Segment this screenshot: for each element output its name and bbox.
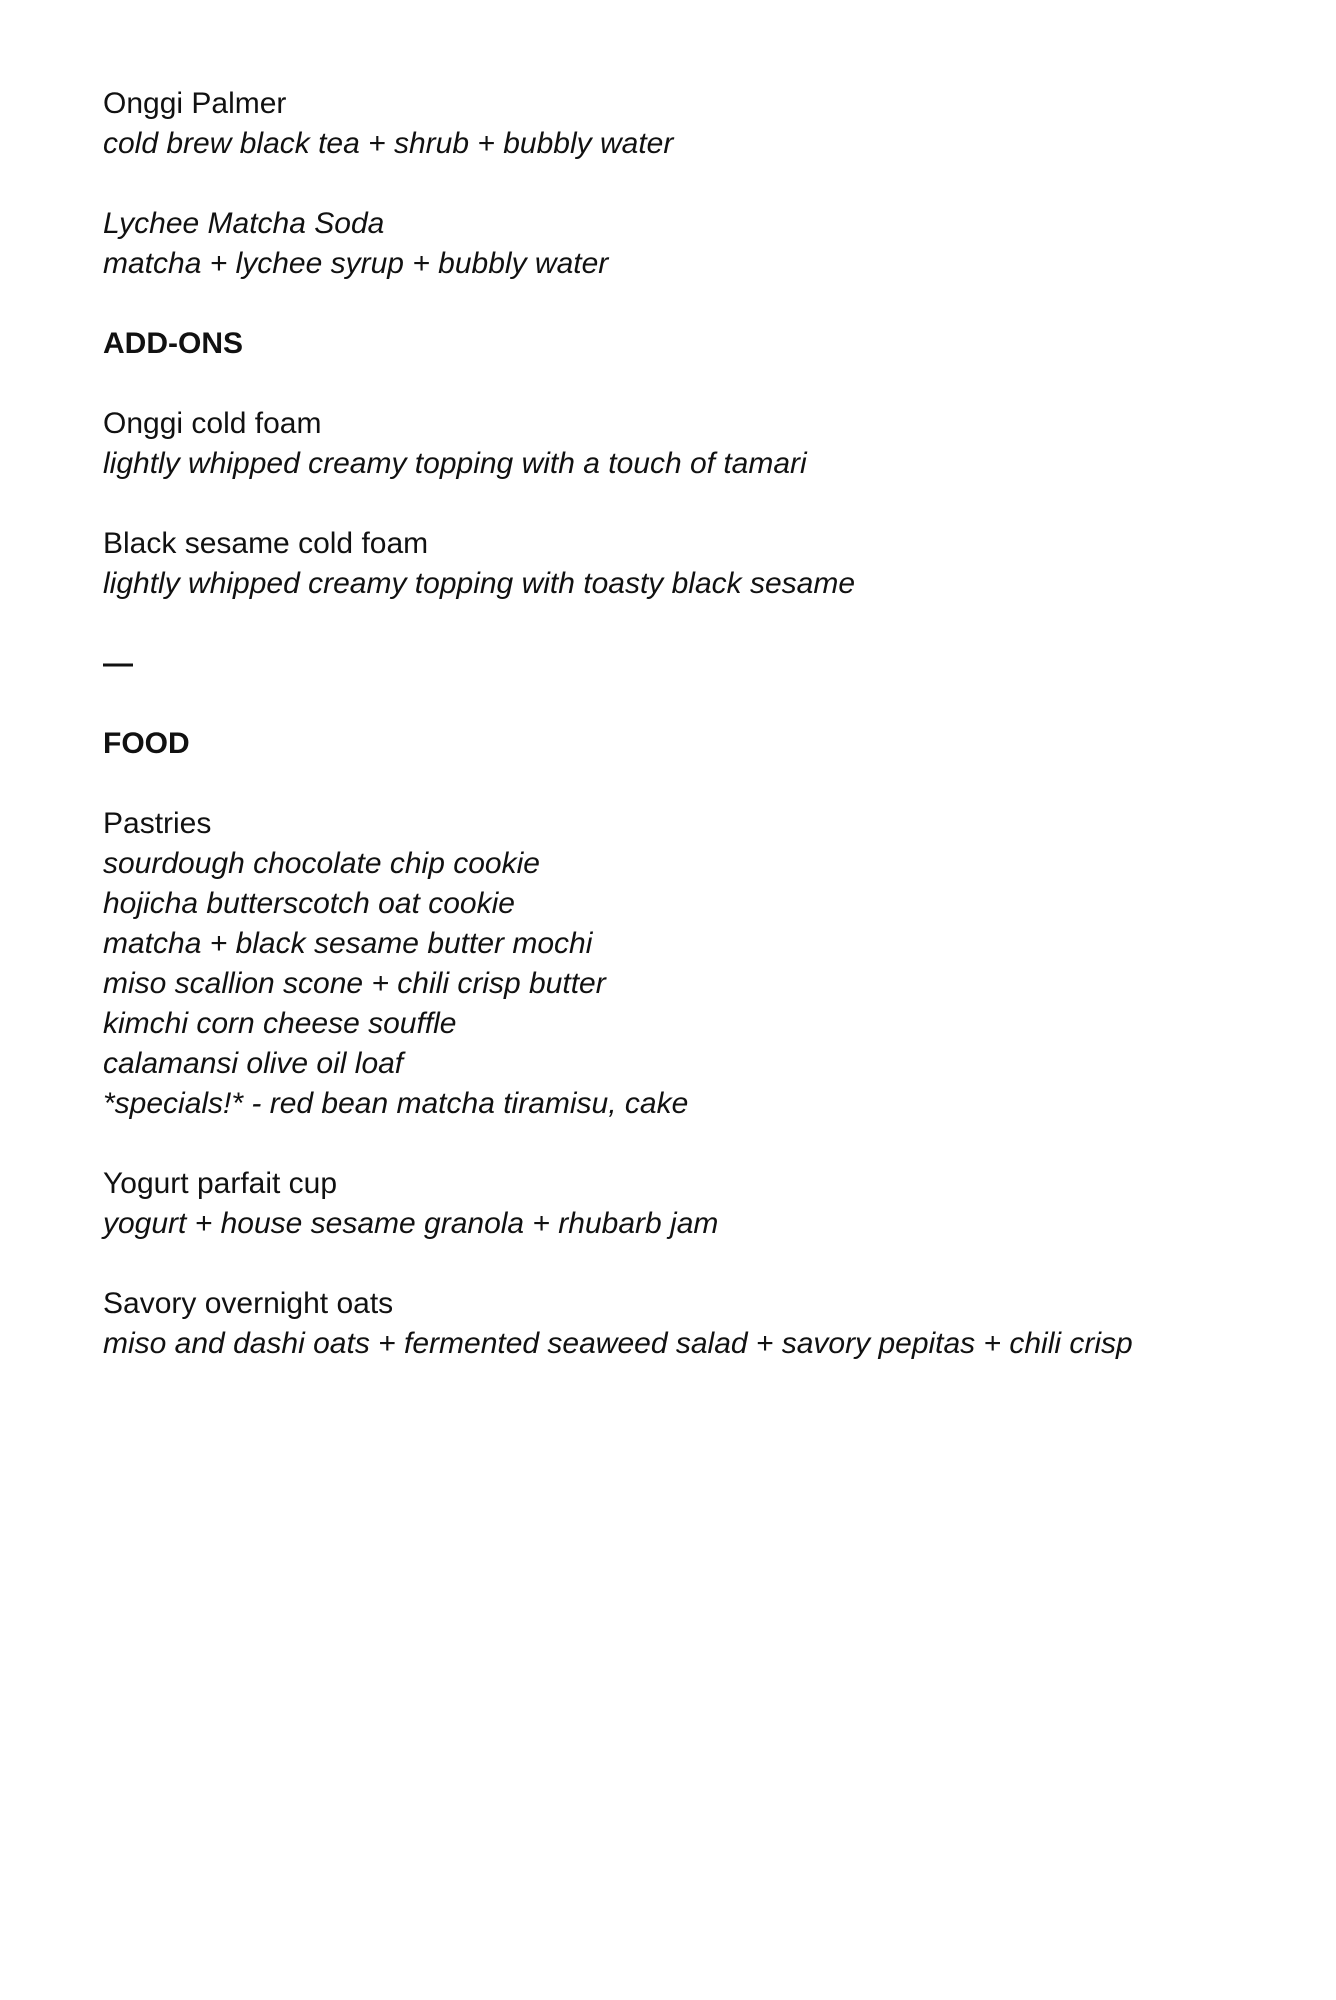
food-item-yogurt-parfait bbox=[103, 1164, 1253, 1244]
spacer bbox=[103, 604, 1253, 644]
spacer bbox=[103, 1244, 1253, 1284]
pastry-list-item: sourdough chocolate chip cookie bbox=[103, 847, 540, 880]
food-description: yogurt + house sesame granola + rhubarb jam bbox=[103, 1207, 719, 1240]
food-item-savory-oats bbox=[103, 1284, 1253, 1364]
spacer bbox=[103, 484, 1253, 524]
pastry-list-item: *specials!* - red bean matcha tiramisu, cake bbox=[103, 1087, 689, 1120]
food-item-pastries bbox=[103, 804, 1253, 1124]
food-name: Savory overnight oats bbox=[103, 1287, 394, 1320]
drink-item-onggi-palmer bbox=[103, 84, 1253, 164]
menu-document bbox=[103, 84, 1253, 1364]
drink-description: matcha + lychee syrup + bubbly water bbox=[103, 247, 609, 280]
drink-description: cold brew black tea + shrub + bubbly water bbox=[103, 127, 674, 160]
food-description: miso and dashi oats + fermented seaweed salad + savory pepitas + chili crisp bbox=[103, 1327, 1133, 1360]
drink-item-lychee-matcha-soda bbox=[103, 204, 1253, 284]
section-divider: — bbox=[103, 647, 133, 680]
addon-name: Onggi cold foam bbox=[103, 407, 322, 440]
addon-item-onggi-cold-foam bbox=[103, 404, 1253, 484]
spacer bbox=[103, 764, 1253, 804]
pastry-list-item: miso scallion scone + chili crisp butter bbox=[103, 967, 606, 1000]
spacer bbox=[103, 364, 1253, 404]
food-name: Yogurt parfait cup bbox=[103, 1167, 338, 1200]
spacer bbox=[103, 284, 1253, 324]
spacer bbox=[103, 684, 1253, 724]
addon-name: Black sesame cold foam bbox=[103, 527, 429, 560]
pastry-list-item: hojicha butterscotch oat cookie bbox=[103, 887, 515, 920]
pastry-list-item: kimchi corn cheese souffle bbox=[103, 1007, 457, 1040]
food-name: Pastries bbox=[103, 807, 212, 840]
spacer bbox=[103, 164, 1253, 204]
addon-description: lightly whipped creamy topping with a touch of tamari bbox=[103, 447, 807, 480]
drink-name: Lychee Matcha Soda bbox=[103, 207, 385, 240]
addon-description: lightly whipped creamy topping with toasty black sesame bbox=[103, 567, 856, 600]
food-heading: FOOD bbox=[103, 727, 190, 760]
pastry-list-item: calamansi olive oil loaf bbox=[103, 1047, 404, 1080]
pastry-list-item: matcha + black sesame butter mochi bbox=[103, 927, 593, 960]
addons-heading: ADD-ONS bbox=[103, 327, 243, 360]
addon-item-black-sesame-cold-foam bbox=[103, 524, 1253, 604]
drink-name: Onggi Palmer bbox=[103, 87, 287, 120]
spacer bbox=[103, 1124, 1253, 1164]
